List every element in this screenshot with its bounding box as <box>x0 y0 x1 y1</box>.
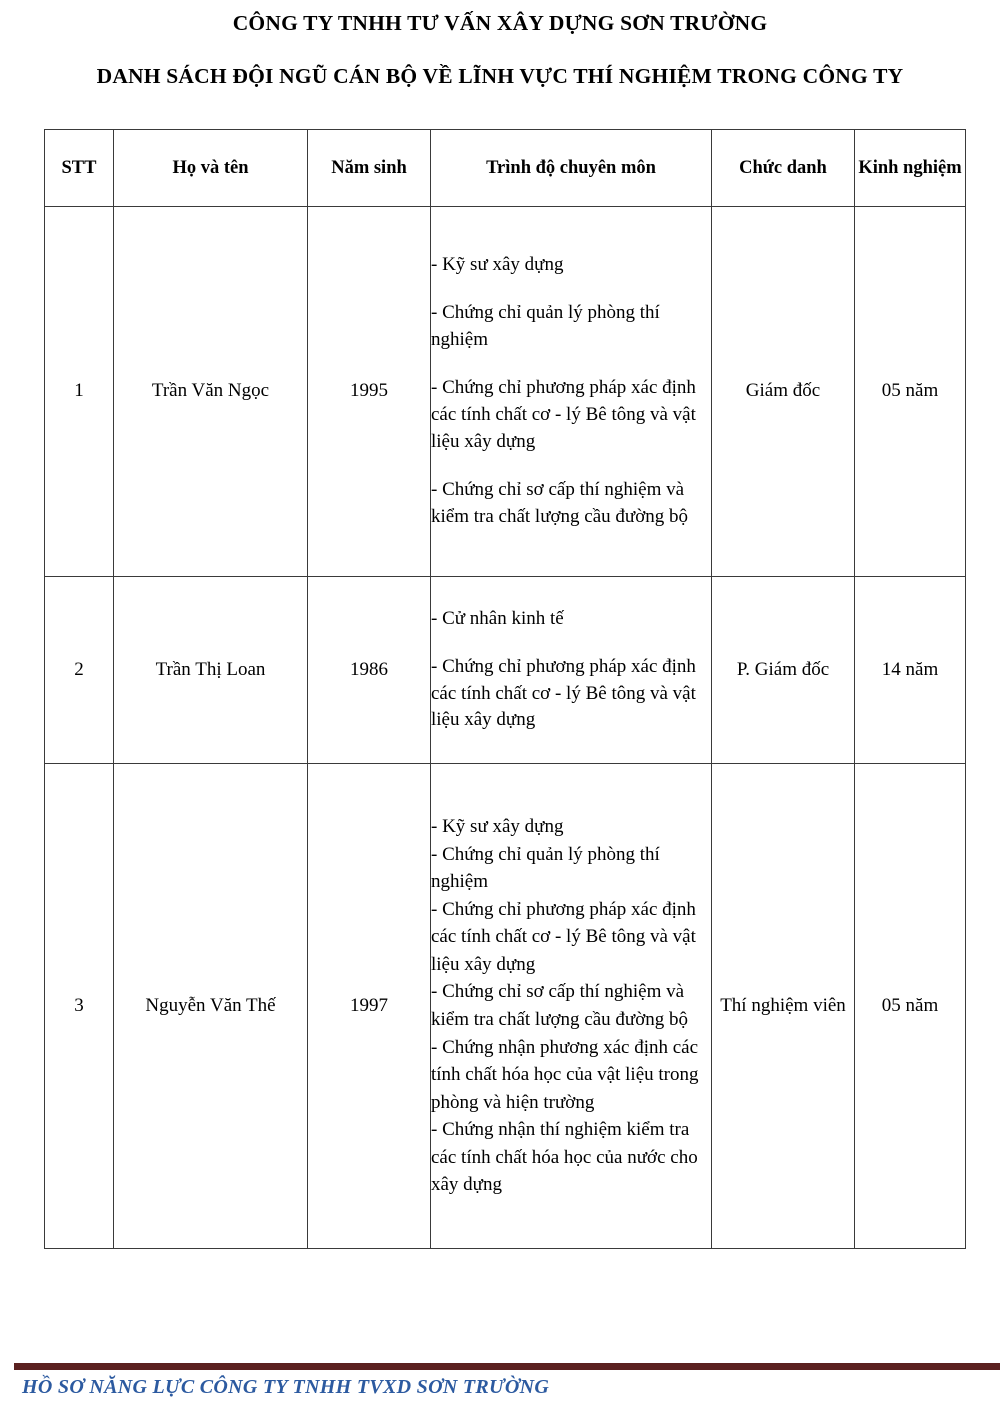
cell-stt: 1 <box>45 207 114 577</box>
cell-qualification <box>431 207 712 577</box>
page-title: CÔNG TY TNHH TƯ VẤN XÂY DỰNG SƠN TRƯỜNG <box>232 11 768 35</box>
qualification-item: - Chứng chỉ sơ cấp thí nghiệm và kiểm tra chất lượng cầu đường bộ <box>431 981 689 1030</box>
column-header-birth-year: Năm sinh <box>308 130 431 207</box>
cell-birth-year: 1995 <box>308 207 431 577</box>
column-header-stt: STT <box>45 130 114 207</box>
table-row <box>45 577 966 764</box>
table-row <box>45 207 966 577</box>
column-header-qualification: Trình độ chuyên môn <box>431 130 712 207</box>
cell-name: Trần Văn Ngọc <box>114 207 308 577</box>
qualification-list <box>431 606 711 735</box>
cell-experience: 05 năm <box>855 764 966 1249</box>
cell-experience: 05 năm <box>855 207 966 577</box>
column-header-name: Họ và tên <box>114 130 308 207</box>
qualification-list <box>431 813 711 1199</box>
qualification-item: - Chứng chỉ sơ cấp thí nghiệm và kiểm tra chất lượng cầu đường bộ <box>431 478 689 527</box>
qualification-item: - Kỹ sư xây dựng <box>431 816 564 838</box>
qualification-item: - Cử nhân kinh tế <box>431 607 564 629</box>
cell-position: Giám đốc <box>712 207 855 577</box>
qualification-item: - Chứng chỉ phương pháp xác định các tính chất cơ - lý Bê tông và vật liệu xây dựng <box>431 898 696 975</box>
cell-birth-year: 1986 <box>308 577 431 764</box>
qualification-item: - Chứng chỉ phương pháp xác định các tính chất cơ - lý Bê tông và vật liệu xây dựng <box>431 377 696 452</box>
qualification-item: - Chứng chỉ quản lý phòng thí nghiệm <box>431 302 660 351</box>
qualification-item: - Kỹ sư xây dựng <box>431 254 564 276</box>
qualification-item: - Chứng nhận phương xác định các tính chất hóa học của vật liệu trong phòng và hiện trường <box>431 1036 699 1113</box>
footer-text: HỒ SƠ NĂNG LỰC CÔNG TY TNHH TVXD SƠN TRƯỜNG <box>22 1376 550 1398</box>
qualification-item: - Chứng chỉ quản lý phòng thí nghiệm <box>431 843 660 893</box>
cell-stt: 2 <box>45 577 114 764</box>
column-header-position: Chức danh <box>712 130 855 207</box>
cell-experience: 14 năm <box>855 577 966 764</box>
qualification-item: - Chứng chỉ phương pháp xác định các tính chất cơ - lý Bê tông và vật liệu xây dựng <box>431 655 696 731</box>
page-subtitle: DANH SÁCH ĐỘI NGŨ CÁN BỘ VỀ LĨNH VỰC THÍ NGHIỆM TRONG CÔNG TY <box>96 64 904 89</box>
cell-qualification <box>431 764 712 1249</box>
cell-position: Thí nghiệm viên <box>712 764 855 1249</box>
staff-table <box>44 129 966 1249</box>
qualification-item: - Chứng nhận thí nghiệm kiểm tra các tính chất hóa học của nước cho xây dựng <box>431 1119 698 1196</box>
page-footer <box>0 1363 1000 1399</box>
cell-birth-year: 1997 <box>308 764 431 1249</box>
cell-name: Trần Thị Loan <box>114 577 308 764</box>
table-row <box>45 764 966 1249</box>
document-header <box>0 0 1000 92</box>
cell-name: Nguyễn Văn Thế <box>114 764 308 1249</box>
cell-qualification <box>431 577 712 764</box>
cell-position: P. Giám đốc <box>712 577 855 764</box>
cell-stt: 3 <box>45 764 114 1249</box>
footer-divider <box>14 1363 1000 1370</box>
qualification-list <box>431 252 711 531</box>
staff-table-container <box>44 129 965 1249</box>
column-header-experience: Kinh nghiệm <box>855 130 966 207</box>
table-header-row <box>45 130 966 207</box>
